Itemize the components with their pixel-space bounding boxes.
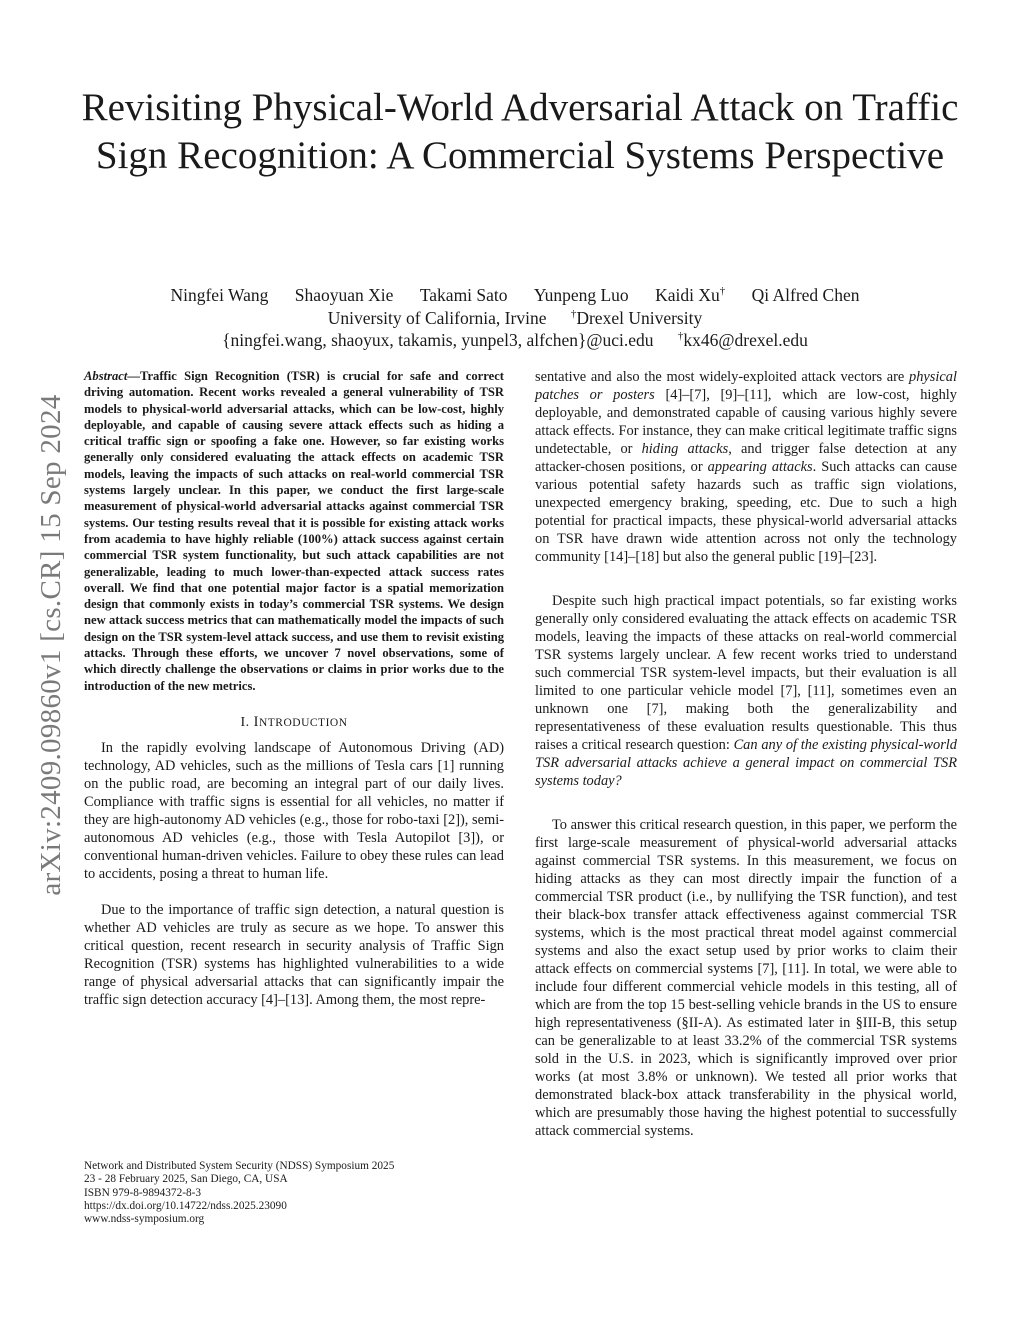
research-question: Can any of the existing physical-world TSR adversarial attacks achieve a general impact on commercial TSR systems today?	[535, 737, 957, 789]
emphasis: hiding attacks	[641, 441, 729, 457]
section-title-rest: NTRODUCTION	[258, 716, 348, 729]
paper-title: Revisiting Physical-World Adversarial Attack on Traffic Sign Recognition: A Commercial Systems Perspective	[81, 86, 959, 177]
footer-line: 23 - 28 February 2025, San Diego, CA, USA	[84, 1173, 288, 1186]
section-number: I.	[240, 714, 250, 730]
dagger-mark: †	[719, 285, 726, 297]
footer-line: ISBN 979-8-9894372-8-3	[84, 1186, 202, 1199]
author-name-with-mark	[655, 285, 725, 305]
text-run: . Such attacks can cause various potential safety hazards such as traffic sign violations, unexpected emergency braking, speeding, etc. Due to such a high potential for practical impacts, these physical-world adversarial attacks on TSR have drawn wide attention across not only the technology community [14]–[18] but also the general public [19]–[23].	[535, 459, 957, 565]
abstract	[84, 368, 504, 694]
emphasis: appearing attacks	[707, 459, 813, 475]
affiliations	[110, 307, 920, 330]
text-run: sentative and also the most widely-exploited attack vectors are	[535, 369, 910, 385]
conference-footer	[84, 1160, 504, 1226]
abstract-label: Abstract	[84, 369, 128, 383]
author-name: Takami Sato	[419, 285, 508, 305]
author-name: Ningfei Wang	[170, 285, 269, 305]
paragraph: In the rapidly evolving landscape of Autonomous Driving (AD) technology, AD vehicles, such as the millions of Tesla cars [1] running on the public road, are becoming an integral part of our daily lives. Compliance with traffic signs is essential for all vehicles, no matter if they are high-autonomy AD vehicles (e.g., those for robo-taxi [2]), semi-autonomous AD vehicles (e.g., those with Tesla Autopilot [3]), or conventional human-driven vehicles. Failure to obey these rules can lead to accidents, posing a threat to human life.	[84, 739, 504, 882]
author-name: Kaidi Xu	[655, 285, 720, 305]
text-run: Despite such high practical impact potentials, so far existing works generally only considered evaluating the attack effects on academic TSR models, leaving the impacts of these attacks on real-world commercial TSR systems largely unclear. A few recent works tried to understand such commercial TSR system-level impacts, but their evaluation is all limited to one particular vehicle model [7], [11], sometimes even an unknown one [7], making both the generalizability and representativeness of these evaluation results questionable. This thus raises a critical research question:	[535, 593, 957, 753]
dagger-mark: †	[677, 330, 684, 342]
author-block	[110, 284, 920, 352]
paragraph	[535, 368, 957, 566]
paragraph: To answer this critical research question, in this paper, we perform the first large-scale measurement of physical-world adversarial attacks against commercial TSR systems. In this measurement, we focus on hiding attacks as they can most directly impair the function of a commercial TSR product (i.e., by nullifying the TSR function), and test their black-box transfer attack effectiveness against commercial TSR systems, which is the most practical threat model against commercial systems and also the exact setup used by prior works to claim their attack effects on commercial systems [7], [11]. In total, we were able to include four different commercial vehicle models in this testing, all of which are from the top 15 best-selling vehicle brands in the US to ensure high representativeness (§II-A). As estimated later in §III-B, this setup can be generalizable to at least 33.2% of the commercial TSR systems sold in the U.S. in 2023, which is significantly improved over prior works (at most 3.8% or unknown). We tested all prior works that demonstrated black-box attack transferability in the physical world, which are presumably those having the highest potential to successfully attack commercial systems.	[535, 817, 957, 1139]
affiliation: Drexel University	[576, 307, 703, 328]
email-group: {ningfei.wang, shaoyux, takamis, yunpel3, alfchen}@uci.edu	[222, 330, 654, 350]
footer-line: Network and Distributed System Security (NDSS) Symposium 2025	[84, 1160, 395, 1172]
arxiv-identifier: arXiv:2409.09860v1 [cs.CR] 15 Sep 2024	[35, 394, 67, 896]
author-names	[110, 284, 920, 307]
affiliation-with-mark	[571, 308, 702, 328]
right-column	[535, 368, 957, 1140]
footer-doi: https://dx.doi.org/10.14722/ndss.2025.23090	[84, 1199, 287, 1212]
footer-url: www.ndss-symposium.org	[84, 1213, 205, 1226]
paragraph	[535, 592, 957, 790]
dagger-mark: †	[570, 307, 577, 320]
abstract-text: —Traffic Sign Recognition (TSR) is crucial for safe and correct driving automation. Recent works revealed a general vulnerability of TSR models to physical-world adversarial attacks, which can be low-cost, highly deployable, and capable of causing severe attack effects such as hiding a critical traffic sign or spoofing a fake one. However, so far existing works generally only considered evaluating the attack effects on academic TSR models, leaving the impacts of such attacks on real-world commercial TSR systems largely unclear. In this paper, we conduct the first large-scale measurement of physical-world adversarial attacks against commercial TSR systems. Our testing results reveal that it is possible for existing attack works from academia to have highly reliable (100%) attack success against certain commercial TSR system functionality, but such attack capabilities are not generalizable, leading to much lower-than-expected attack success rates overall. We find that one potential major factor is a spatial memorization design that commonly exists in today’s commercial TSR systems. We design new attack success metrics that can mathematically model the impacts of such design on the TSR system-level attack success, and use them to revisit existing attacks. Through these efforts, we uncover 7 novel observations, some of which directly challenge the observations or claims in prior works due to the introduction of the new metrics.	[84, 369, 504, 693]
email-group-with-mark	[678, 330, 808, 350]
text-run: , and trigger false detection at any attacker-chosen positions, or	[535, 441, 957, 475]
email: kx46@drexel.edu	[683, 330, 808, 350]
section-title-initial: I	[253, 713, 259, 730]
author-name: Yunpeng Luo	[533, 285, 629, 305]
emails	[110, 329, 920, 352]
paragraph: Due to the importance of traffic sign detection, a natural question is whether AD vehicles are truly as secure as we hope. To answer this critical question, recent research in security analysis of Traffic Sign Recognition (TSR) systems has highlighted vulnerabilities to a wide range of physical adversarial attacks that can significantly impair the traffic sign detection accuracy [4]–[13]. Among them, the most repre-	[84, 901, 504, 1008]
author-name: Shaoyuan Xie	[294, 285, 394, 305]
emphasis: physical patches or posters	[535, 369, 957, 403]
section-heading	[84, 713, 504, 732]
affiliation: University of California, Irvine	[327, 307, 547, 328]
text-run: [4]–[7], [9]–[11], which are low-cost, highly deployable, and demonstrated capable of causing various highly severe attack effects. For instance, they can make critical legitimate traffic signs undetectable, or	[535, 387, 958, 457]
author-name: Qi Alfred Chen	[751, 285, 860, 305]
left-column	[84, 368, 504, 1009]
